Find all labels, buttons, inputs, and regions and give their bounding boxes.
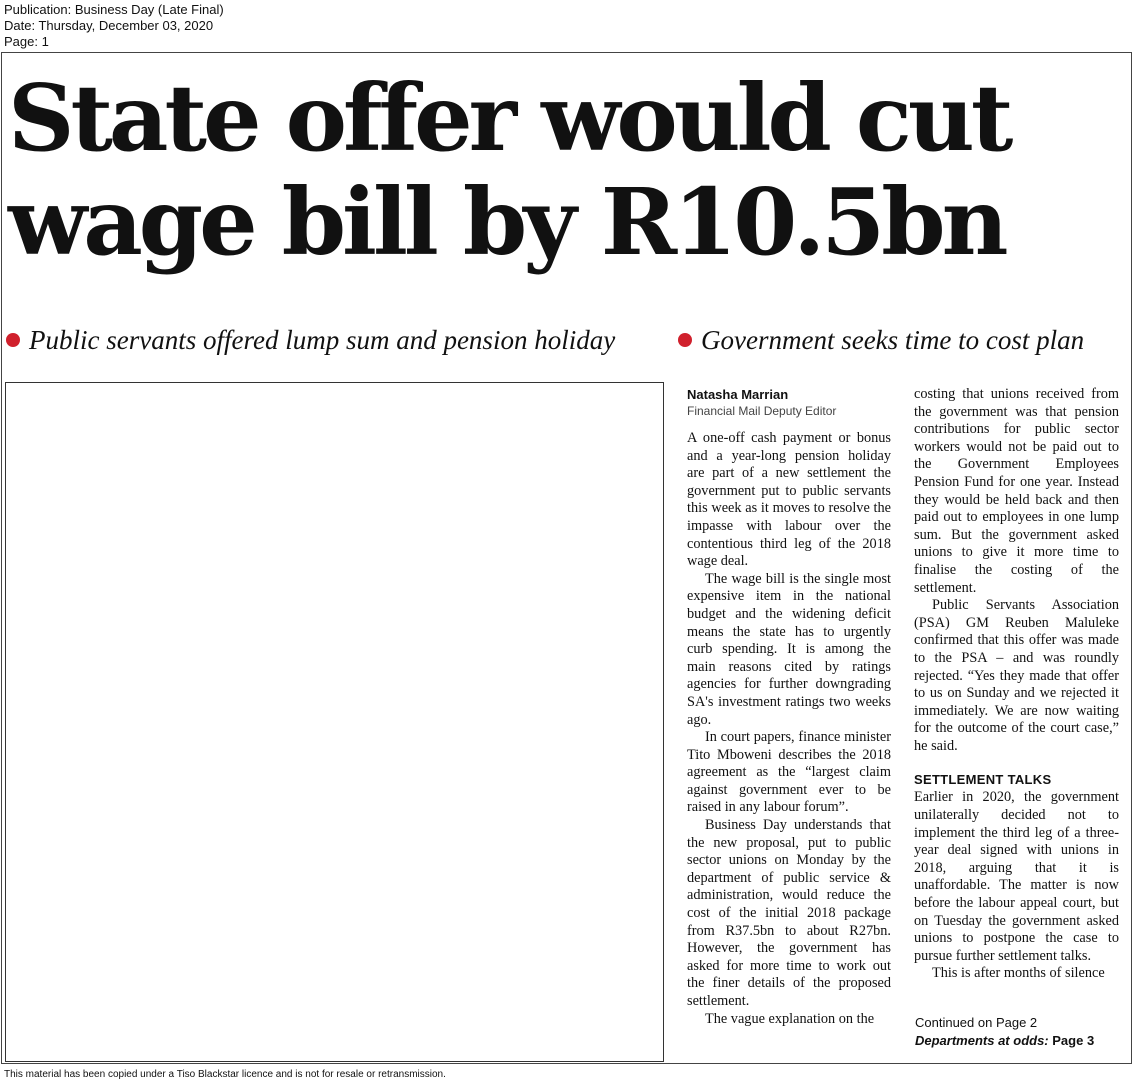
photo-placeholder (5, 382, 664, 1062)
related-story-jump (915, 1032, 1120, 1050)
bullet-icon (6, 333, 20, 347)
byline-name: Natasha Marrian (687, 387, 789, 402)
subheading-2 (678, 322, 1084, 358)
article-column-1 (687, 386, 891, 1028)
paragraph: A one-off cash payment or bonus and a year-long pension holiday are part of a new settlement the government put to public servants this week as it moves to resolve the impasse with labour over the contentious third leg of the 2018 wage deal. (687, 430, 891, 570)
paragraph: This is after months of silence (932, 965, 1105, 982)
paragraph: Business Day understands that the new proposal, put to public sector unions on Monday by the department of public service & administration, would reduce the cost of the initial 2018 package from R37.5bn to about R27bn. However, the government has asked for more time to work out the finer details of the proposed settlement. (687, 817, 891, 1009)
paragraph: In court papers, finance minister Tito Mboweni describes the 2018 agreement as the “largest claim against government ever to be raised in any labour forum”. (687, 729, 891, 816)
subheading-1-text: Public servants offered lump sum and pension holiday (29, 325, 616, 355)
paragraph: Public Servants Association (PSA) GM Reuben Maluleke confirmed that this offer was made to the PSA – and was roundly rejected. “Yes they made that offer to us on Sunday and we rejected it immediately. We are now waiting for the outcome of the court case,” he said. (914, 597, 1119, 754)
jump-label: Departments at odds: (915, 1033, 1049, 1048)
continued-on-page: Continued on Page 2 (915, 1015, 1038, 1030)
date-line: Date: Thursday, December 03, 2020 (4, 18, 214, 33)
paragraph: The vague explanation on the (705, 1010, 875, 1027)
crosshead: SETTLEMENT TALKS (914, 772, 1052, 788)
subheadings (6, 322, 1128, 362)
publication-line: Publication: Business Day (Late Final) (4, 2, 224, 17)
paragraph: Earlier in 2020, the government unilaterally decided not to implement the third leg of a three-year deal signed with unions in 2018, arguing that it is unaffordable. The matter is now before the labour appeal court, but on Tuesday the government asked unions to postpone the case to pursue further settlement talks. (914, 789, 1119, 964)
headline-line-2: wage bill by R10.5bn (8, 168, 1005, 276)
byline-role: Financial Mail Deputy Editor (687, 404, 837, 418)
subheading-1 (6, 322, 615, 358)
paragraph: The wage bill is the single most expensive item in the national budget and the widening deficit means the state has to urgently curb spending. It is among the main reasons cited by ratings agencies for further downgrading SA's investment ratings two weeks ago. (687, 570, 891, 728)
subheading-2-text: Government seeks time to cost plan (701, 325, 1085, 355)
licence-footer: This material has been copied under a Tiso Blackstar licence and is not for resale or retransmission. (4, 1069, 446, 1080)
headline (8, 66, 1128, 274)
jump-page: Page 3 (1052, 1033, 1095, 1048)
publication-metadata (4, 2, 224, 50)
page-line: Page: 1 (4, 34, 49, 49)
continuation (915, 1014, 1120, 1050)
paragraph: costing that unions received from the government was that pension contributions for public sector workers would not be paid out to the Government Employees Pension Fund for one year. Instead they would be held back and then paid out to employees in one lump sum. But the government asked unions to give it more time to finalise the costing of the settlement. (914, 386, 1119, 596)
article-column-2 (914, 386, 1119, 983)
headline-line-1: State offer would cut (8, 64, 1010, 172)
bullet-icon (678, 333, 692, 347)
